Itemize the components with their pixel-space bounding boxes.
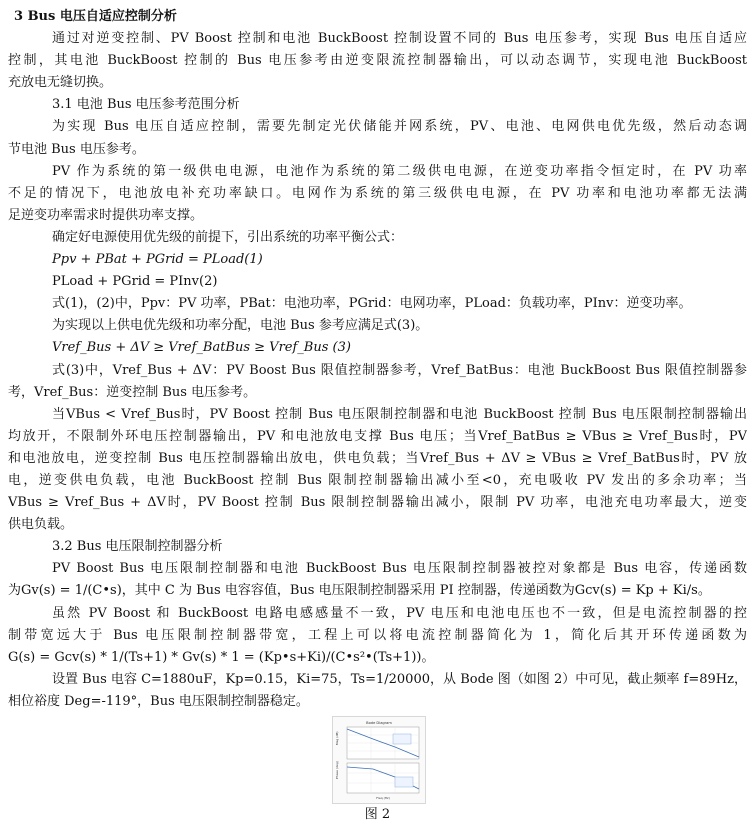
equation-3: Vref_Bus + ΔV ≥ Vref_BatBus ≥ Vref_Bus (3): [52, 340, 351, 356]
frequency-axis-label: Freq (Hz): [376, 796, 390, 800]
para-line: 不足的情况下，电池放电补充功率缺口。电网作为系统的第三级供电电源，在 PV 功率和电池功率都无法满: [8, 185, 747, 201]
para-line: 均放开，不限制外环电压控制器输出，PV 和电池放电支撑 Bus 电压；当Vref_BatBus ≥ VBus ≥ Vref_Bus时，PV: [8, 428, 747, 444]
section-3-2-heading: 3.2 Bus 电压限制控制器分析: [52, 539, 223, 555]
magnitude-axis-label: Mag (dB): [335, 731, 339, 745]
para-line: G(s) = Gcv(s) * 1/(Ts+1) * Gv(s) * 1 = (Kp•s+Ki)/(C•s²•(Ts+1))。: [8, 649, 435, 665]
para-line: 制带宽远大于 Bus 电压限制控制器带宽，工程上可以将电流控制器简化为 1，简化后其开环传递函数为: [8, 627, 747, 643]
para-line: 考，Vref_Bus：逆变控制 Bus 电压参考。: [8, 384, 257, 400]
para-line: PV Boost Bus 电压限制控制器和电池 BuckBoost Bus 电压限制控制器被控对象都是 Bus 电容，传递函数: [52, 561, 747, 577]
section-3-para-line: 控制，其电池 BuckBoost 控制的 Bus 电压参考由逆变限流控制器输出，可以动态调节，实现电池 BuckBoost: [8, 53, 747, 69]
section-3-para-line: 通过对逆变控制、PV Boost 控制和电池 BuckBoost 控制设置不同的 Bus 电压参考，实现 Bus 电压自适应: [52, 31, 747, 47]
phase-axis-label: Phase (deg): [335, 761, 339, 779]
phase-datatip: [395, 777, 413, 787]
section-3-1-heading: 3.1 电池 Bus 电压参考范围分析: [52, 97, 240, 113]
para-line: 式(3)中，Vref_Bus + ΔV：PV Boost Bus 限值控制器参考，Vref_BatBus：电池 BuckBoost Bus 限值控制器参: [52, 362, 747, 378]
para-line: 为Gv(s) = 1/(C•s)，其中 C 为 Bus 电容容值，Bus 电压限制控制器采用 PI 控制器，传递函数为Gcv(s) = Kp + Ki/s。: [8, 583, 711, 599]
bode-title: Bode Diagram: [366, 721, 392, 725]
equation-1: Ppv + PBat + PGrid = PLoad(1): [52, 252, 263, 268]
para-line: 相位裕度 Deg=-119°，Bus 电压限制控制器稳定。: [8, 693, 309, 709]
section-3-heading: 3 Bus 电压自适应控制分析: [14, 9, 177, 24]
para-line: 当VBus < Vref_Bus时，PV Boost 控制 Bus 电压限制控制器和电池 BuckBoost 控制 Bus 电压限制控制器输出: [52, 406, 747, 422]
bode-plot: [333, 717, 425, 803]
para-line: 确定好电源使用优先级的前提下，引出系统的功率平衡公式：: [52, 229, 404, 245]
bode-figure: [332, 716, 426, 804]
para-line: PV 作为系统的第一级供电电源，电池作为系统的第二级供电电源，在逆变功率指令恒定时，在 PV 功率: [52, 163, 747, 179]
para-line: 电，逆变供电负载，电池 BuckBoost 控制 Bus 限制控制器输出减小至<0，充电吸收 PV 发出的多余功率；当: [8, 472, 747, 488]
para-line: 和电池放电，逆变控制 Bus 电压控制器输出放电，供电负载；当Vref_Bus + ΔV ≥ VBus ≥ Vref_BatBus时，PV 放: [8, 450, 747, 466]
para-line: 供电负载。: [8, 517, 74, 533]
equation-2: PLoad + PGrid = PInv(2): [52, 274, 218, 290]
figure-caption: 图 2: [364, 807, 391, 822]
para-line: 为实现 Bus 电压自适应控制，需要先制定光伏储能并网系统，PV、电池、电网供电优先级，然后动态调: [52, 119, 747, 135]
para-line: 虽然 PV Boost 和 BuckBoost 电路电感感量不一致，PV 电压和电池电压也不一致，但是电流控制器的控: [52, 605, 747, 621]
para-line: 节电池 Bus 电压参考。: [8, 141, 145, 157]
para-line: 足逆变功率需求时提供功率支撑。: [8, 207, 204, 223]
para-line: VBus ≥ Vref_Bus + ΔV时，PV Boost 控制 Bus 限制控制器输出减小，限制 PV 功率，电池充电功率最大，逆变: [8, 495, 747, 511]
para-line: 设置 Bus 电容 C=1880uF，Kp=0.15，Ki=75，Ts=1/20000，从 Bode 图（如图 2）中可见，截止频率 f=89Hz，: [52, 671, 747, 687]
para-line: 为实现以上供电优先级和功率分配，电池 Bus 参考应满足式(3)。: [52, 318, 429, 334]
para-line: 式(1)，(2)中，Ppv：PV 功率，PBat：电池功率，PGrid：电网功率，PLoad：负载功率，PInv：逆变功率。: [52, 296, 692, 312]
magnitude-datatip: [393, 734, 411, 744]
section-3-para-line: 充放电无缝切换。: [8, 75, 113, 91]
